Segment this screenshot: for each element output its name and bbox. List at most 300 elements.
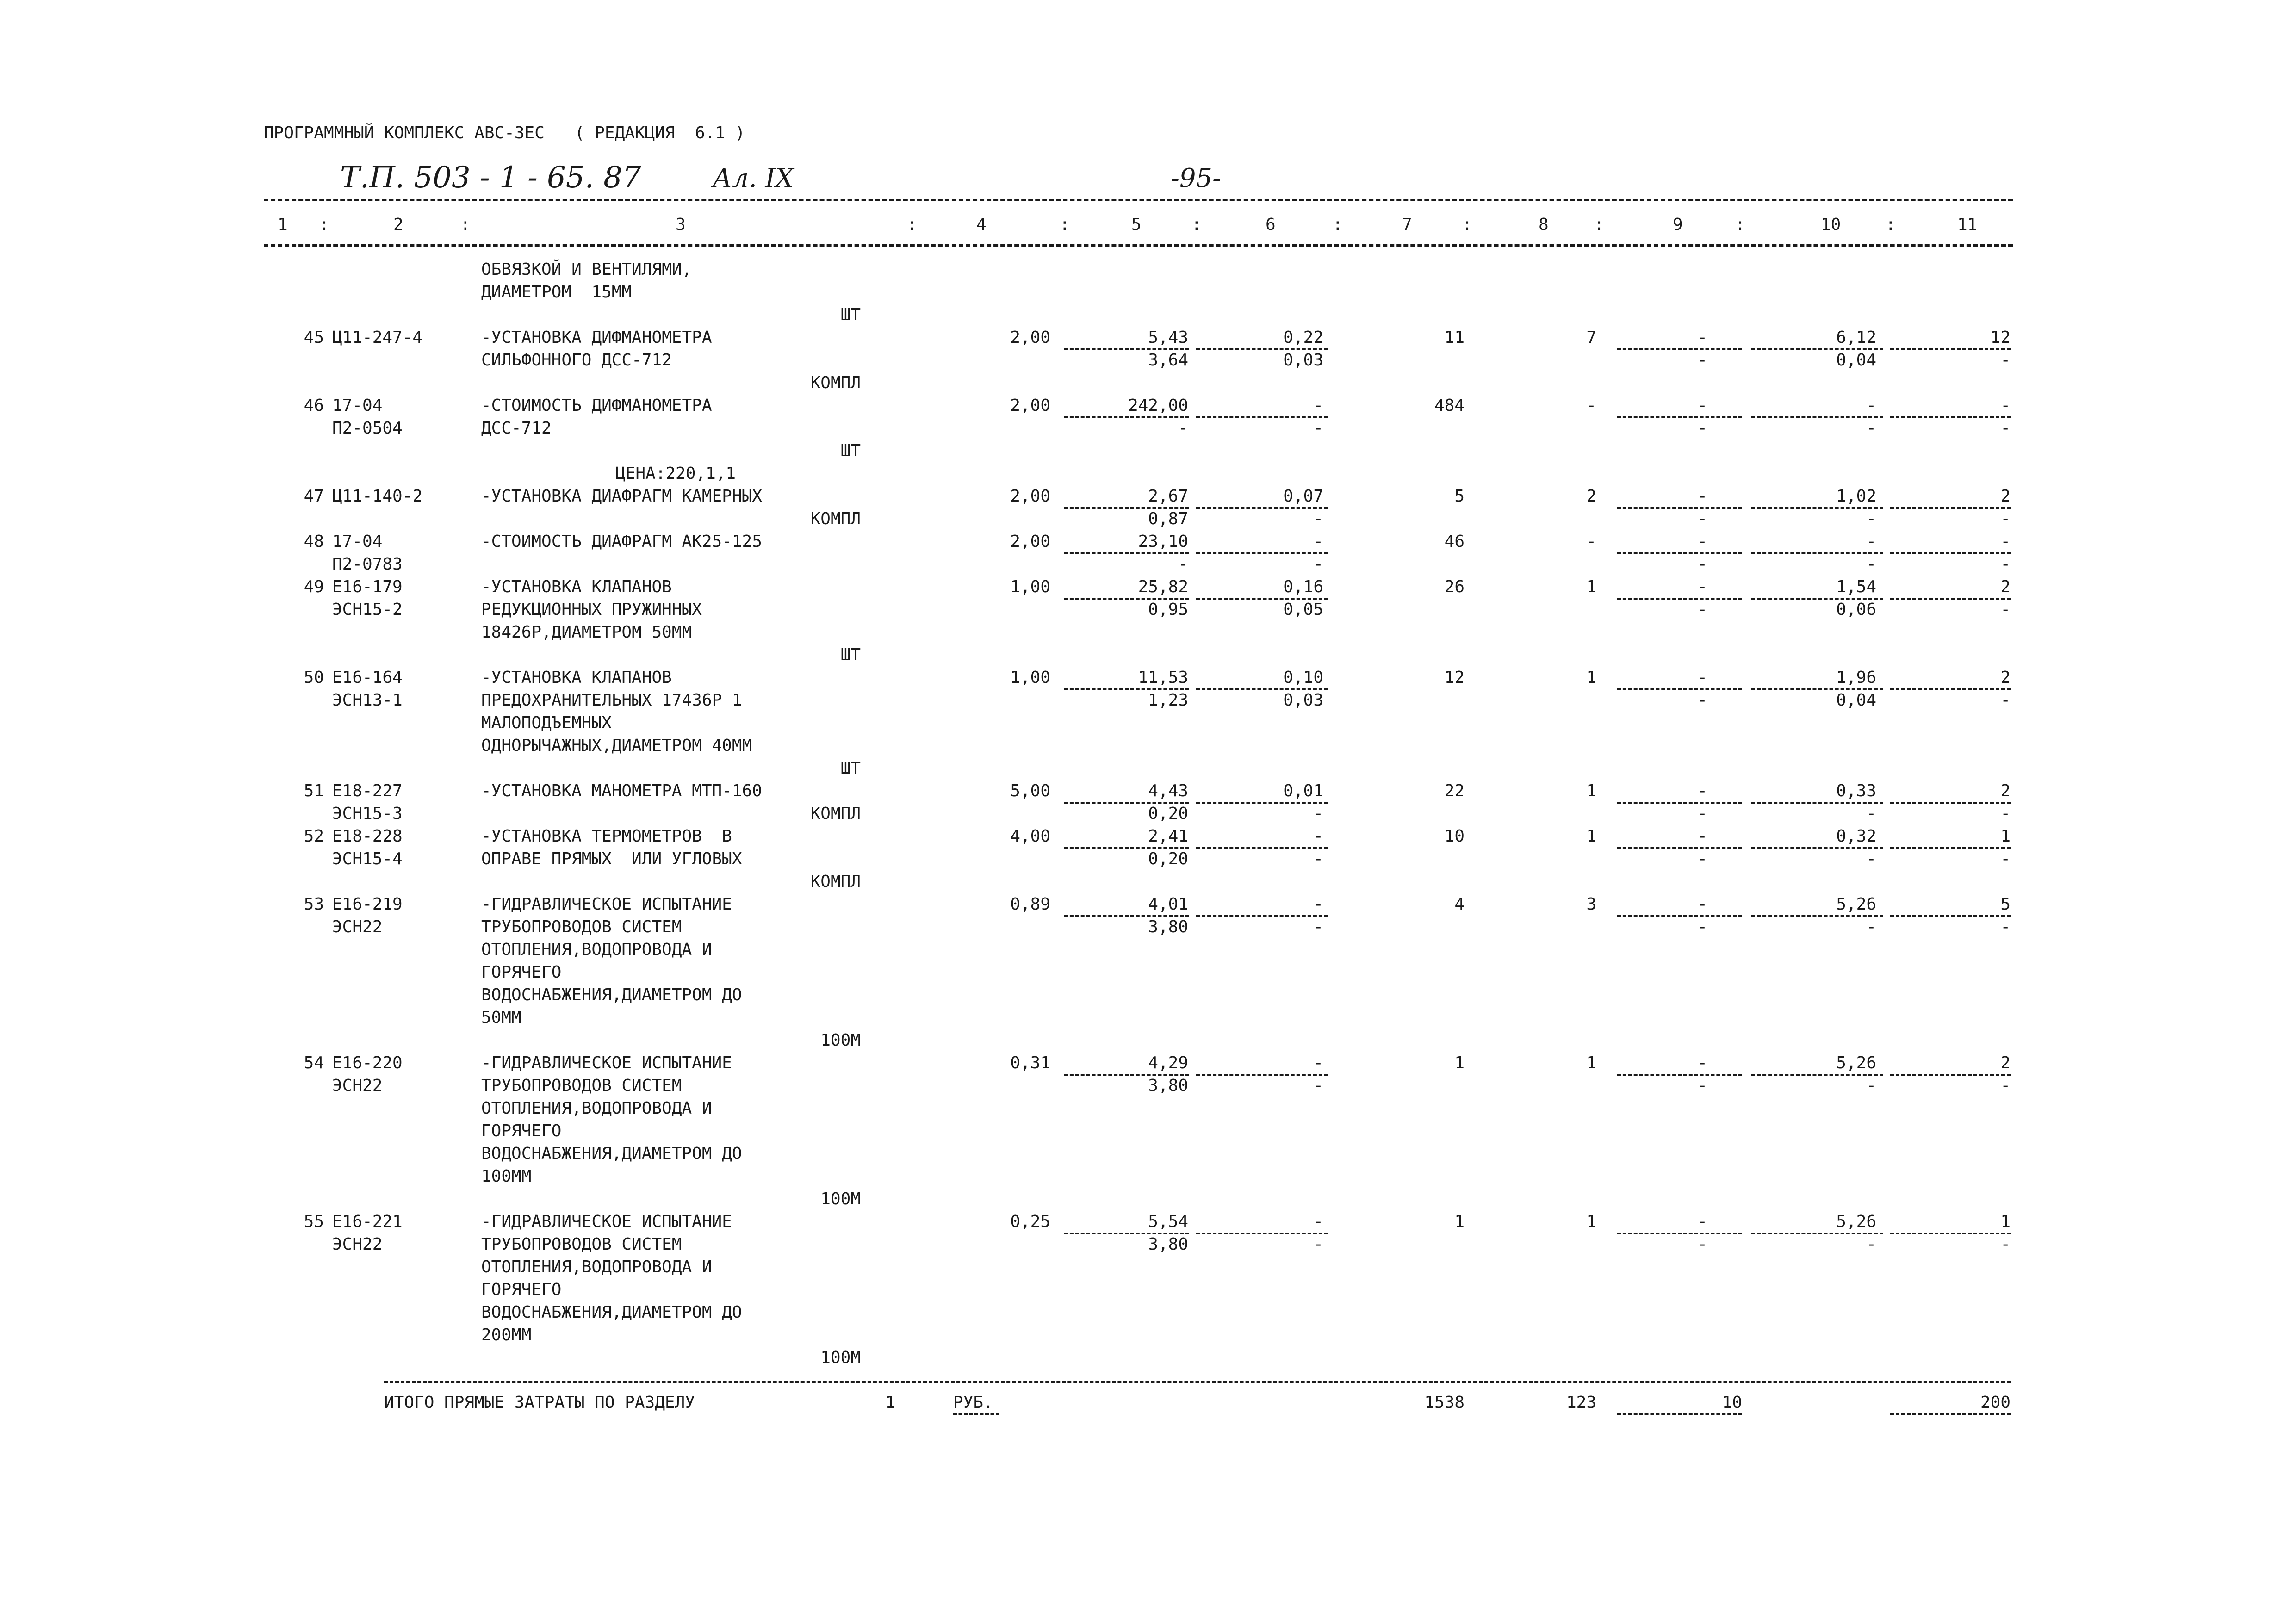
row-col11-2: -: [2000, 917, 2011, 936]
row-code: Е18-227: [332, 781, 403, 800]
row-unit-price-2: 3,80: [1148, 1076, 1188, 1095]
row-col9: -: [1697, 781, 1707, 800]
row-subrule: [1064, 348, 1189, 350]
row-description-line: 100ММ: [481, 1167, 532, 1186]
row-col11-2: -: [2000, 555, 2011, 574]
row-subrule: [1890, 847, 2011, 849]
row-description-line: -УСТАНОВКА ТЕРМОМЕТРОВ В: [481, 827, 732, 846]
row-subrule: [1064, 507, 1189, 509]
row-number: 46: [304, 396, 324, 415]
row-description-line: ОПРАВЕ ПРЯМЫХ ИЛИ УГЛОВЫХ: [481, 849, 742, 868]
row-col10: 1,02: [1836, 487, 1876, 506]
row-subrule: [1751, 1233, 1883, 1234]
row-col6: -: [1313, 1053, 1323, 1072]
row-description-line: ОДНОРЫЧАЖНЫХ,ДИАМЕТРОМ 40ММ: [481, 736, 752, 755]
row-description-line: ГОРЯЧЕГО: [481, 1280, 562, 1299]
row-col11: 1: [2000, 827, 2011, 846]
row-col10: 5,26: [1836, 895, 1876, 914]
row-unit-price: 242,00: [1128, 396, 1188, 415]
row-description-line: ПРЕДОХРАНИТЕЛЬНЫХ 17436Р 1: [481, 691, 742, 710]
row-col11-2: -: [2000, 419, 2011, 438]
column-separator: :: [319, 215, 329, 234]
row-col6-2: -: [1313, 509, 1323, 528]
row-quantity: 2,00: [1010, 396, 1050, 415]
row-description-line: -ГИДРАВЛИЧЕСКОЕ ИСПЫТАНИЕ: [481, 1212, 732, 1231]
row-subrule: [1196, 348, 1328, 350]
row-subrule: [1196, 847, 1328, 849]
row-code: Е18-228: [332, 827, 403, 846]
row-subrule: [1751, 688, 1883, 690]
row-description-line: -СТОИМОСТЬ ДИАФРАГМ АК25-125: [481, 532, 762, 551]
row-col9-2: -: [1697, 555, 1707, 574]
row-col11: 12: [1990, 328, 2011, 347]
row-code: П2-0504: [332, 419, 403, 438]
row-col10: 5,26: [1836, 1212, 1876, 1231]
row-total: 4: [1454, 895, 1464, 914]
row-description-line: ВОДОСНАБЖЕНИЯ,ДИАМЕТРОМ ДО: [481, 1303, 742, 1322]
row-unit-price: 11,53: [1138, 668, 1188, 687]
row-unit: 100М: [820, 1348, 861, 1367]
row-subrule: [1617, 688, 1742, 690]
row-col8: 1: [1586, 827, 1596, 846]
row-total: 22: [1444, 781, 1464, 800]
row-code: 17-04: [332, 396, 383, 415]
row-subrule: [1196, 1233, 1328, 1234]
row-col9: -: [1697, 827, 1707, 846]
row-col10-2: 0,06: [1836, 600, 1876, 619]
row-col11: 1: [2000, 1212, 2011, 1231]
row-total: 26: [1444, 577, 1464, 596]
row-total: 46: [1444, 532, 1464, 551]
row-quantity: 0,25: [1010, 1212, 1050, 1231]
row-col10-2: -: [1866, 804, 1876, 823]
row-quantity: 1,00: [1010, 668, 1050, 687]
row-subrule: [1890, 802, 2011, 804]
row-col9-2: -: [1697, 1235, 1707, 1254]
row-number: 55: [304, 1212, 324, 1231]
row-subrule: [1890, 507, 2011, 509]
row-unit-price: 2,67: [1148, 487, 1188, 506]
column-number-7: 7: [1402, 215, 1412, 234]
row-subrule: [1751, 847, 1883, 849]
row-subrule: [1751, 1074, 1883, 1076]
row-number: 48: [304, 532, 324, 551]
sheet-label: Ал. IX: [713, 163, 794, 193]
row-subrule: [1751, 915, 1883, 917]
row-subrule: [1751, 348, 1883, 350]
row-subrule: [1751, 416, 1883, 418]
row-quantity: 2,00: [1010, 487, 1050, 506]
row-col9-2: -: [1697, 509, 1707, 528]
row-subrule: [1617, 802, 1742, 804]
row-unit-price: 25,82: [1138, 577, 1188, 596]
row-price-note: ЦЕНА:220,1,1: [615, 464, 736, 483]
row-col9-2: -: [1697, 691, 1707, 710]
row-col9-2: -: [1697, 1076, 1707, 1095]
row-col10-2: -: [1866, 509, 1876, 528]
row-col11-2: -: [2000, 600, 2011, 619]
row-col11: 2: [2000, 1053, 2011, 1072]
column-number-1: 1: [278, 215, 288, 234]
row-code: ЭСН22: [332, 1235, 383, 1254]
row-description-line: -УСТАНОВКА КЛАПАНОВ: [481, 668, 672, 687]
row-col10: 5,26: [1836, 1053, 1876, 1072]
row-col6-2: -: [1313, 849, 1323, 868]
column-separator: :: [1735, 215, 1745, 234]
row-subrule: [1196, 552, 1328, 554]
total-col8: 123: [1566, 1393, 1596, 1412]
row-unit: КОМПЛ: [810, 509, 861, 528]
row-unit-price-2: 0,20: [1148, 849, 1188, 868]
row-number: 47: [304, 487, 324, 506]
row-quantity: 4,00: [1010, 827, 1050, 846]
total-subrule: [1890, 1413, 2011, 1415]
row-subrule: [1890, 1233, 2011, 1234]
column-number-2: 2: [393, 215, 403, 234]
row-col9-2: -: [1697, 600, 1707, 619]
row-subrule: [1890, 598, 2011, 600]
row-code: П2-0783: [332, 555, 403, 574]
row-col11-2: -: [2000, 804, 2011, 823]
row-subrule: [1751, 802, 1883, 804]
row-code: ЭСН13-1: [332, 691, 403, 710]
row-description-line: -УСТАНОВКА ДИАФРАГМ КАМЕРНЫХ: [481, 487, 762, 506]
row-unit-price: 23,10: [1138, 532, 1188, 551]
row-unit: КОМПЛ: [810, 373, 861, 392]
row-description-line: ВОДОСНАБЖЕНИЯ,ДИАМЕТРОМ ДО: [481, 985, 742, 1004]
row-unit-price: 4,43: [1148, 781, 1188, 800]
row-subrule: [1064, 1074, 1189, 1076]
row-subrule: [1751, 552, 1883, 554]
row-col9-2: -: [1697, 804, 1707, 823]
row-description-line: ГОРЯЧЕГО: [481, 1121, 562, 1140]
row-col8: 1: [1586, 1212, 1596, 1231]
row-description-line: ОТОПЛЕНИЯ,ВОДОПРОВОДА И: [481, 1258, 712, 1276]
row-col6-2: -: [1313, 555, 1323, 574]
total-currency: РУБ.: [953, 1393, 993, 1412]
row-col6: -: [1313, 1212, 1323, 1231]
row-code: Ц11-247-4: [332, 328, 423, 347]
row-subrule: [1617, 1074, 1742, 1076]
row-col11-2: -: [2000, 351, 2011, 370]
column-number-11: 11: [1957, 215, 1978, 234]
row-subrule: [1196, 688, 1328, 690]
row-description-line: ВОДОСНАБЖЕНИЯ,ДИАМЕТРОМ ДО: [481, 1144, 742, 1163]
row-subrule: [1890, 552, 2011, 554]
row-col6-2: -: [1313, 419, 1323, 438]
row-unit: КОМПЛ: [810, 804, 861, 823]
row-col9-2: -: [1697, 849, 1707, 868]
row-col10-2: -: [1866, 1235, 1876, 1254]
row-subrule: [1890, 416, 2011, 418]
row-col6-2: 0,05: [1283, 600, 1323, 619]
row-col6: 0,10: [1283, 668, 1323, 687]
row-col10-2: -: [1866, 555, 1876, 574]
row-number: 45: [304, 328, 324, 347]
row-number: 49: [304, 577, 324, 596]
row-subrule: [1196, 416, 1328, 418]
row-unit-price-2: 0,95: [1148, 600, 1188, 619]
row-col8: 1: [1586, 1053, 1596, 1072]
total-col7: 1538: [1424, 1393, 1464, 1412]
row-unit-price: 2,41: [1148, 827, 1188, 846]
row-subrule: [1617, 416, 1742, 418]
lead-unit: ШТ: [840, 305, 861, 324]
row-number: 50: [304, 668, 324, 687]
row-description-line: ОТОПЛЕНИЯ,ВОДОПРОВОДА И: [481, 940, 712, 959]
row-col6-2: -: [1313, 804, 1323, 823]
row-unit-price-2: 3,80: [1148, 917, 1188, 936]
row-description-line: ТРУБОПРОВОДОВ СИСТЕМ: [481, 1235, 682, 1254]
row-col9: -: [1697, 577, 1707, 596]
row-col9: -: [1697, 532, 1707, 551]
row-code: Ц11-140-2: [332, 487, 423, 506]
row-col6-2: -: [1313, 1076, 1323, 1095]
row-description-line: ДСС-712: [481, 419, 552, 438]
row-unit-price: 5,43: [1148, 328, 1188, 347]
row-col10: 6,12: [1836, 328, 1876, 347]
row-col6: 0,22: [1283, 328, 1323, 347]
row-subrule: [1064, 688, 1189, 690]
row-col9: -: [1697, 396, 1707, 415]
row-number: 53: [304, 895, 324, 914]
row-col10: 1,96: [1836, 668, 1876, 687]
row-col6-2: 0,03: [1283, 691, 1323, 710]
row-unit-price-2: 3,80: [1148, 1235, 1188, 1254]
row-col9-2: -: [1697, 917, 1707, 936]
row-unit: ШТ: [840, 645, 861, 664]
total-rule: [384, 1381, 2011, 1383]
row-col6: 0,01: [1283, 781, 1323, 800]
row-quantity: 2,00: [1010, 532, 1050, 551]
row-col6: 0,07: [1283, 487, 1323, 506]
column-separator: :: [460, 215, 471, 234]
total-subrule: [1617, 1413, 1742, 1415]
row-description-line: ОТОПЛЕНИЯ,ВОДОПРОВОДА И: [481, 1099, 712, 1118]
row-col9-2: -: [1697, 419, 1707, 438]
row-subrule: [1064, 915, 1189, 917]
row-unit: ШТ: [840, 441, 861, 460]
row-unit-price-2: -: [1178, 555, 1188, 574]
column-number-8: 8: [1539, 215, 1549, 234]
row-description-line: 200ММ: [481, 1326, 532, 1344]
row-col6-2: -: [1313, 917, 1323, 936]
row-description-line: МАЛОПОДЪЕМНЫХ: [481, 713, 612, 732]
program-header: ПРОГРАММНЫЙ КОМПЛЕКС АВС-3ЕС ( РЕДАКЦИЯ 6.1 ): [264, 124, 745, 142]
row-subrule: [1890, 348, 2011, 350]
row-subrule: [1617, 552, 1742, 554]
column-number-5: 5: [1131, 215, 1142, 234]
row-quantity: 1,00: [1010, 577, 1050, 596]
row-code: ЭСН15-2: [332, 600, 403, 619]
column-number-10: 10: [1821, 215, 1841, 234]
column-separator: :: [1333, 215, 1343, 234]
row-col8: 1: [1586, 668, 1596, 687]
row-code: 17-04: [332, 532, 383, 551]
row-col10: -: [1866, 396, 1876, 415]
row-subrule: [1751, 598, 1883, 600]
row-col6: -: [1313, 827, 1323, 846]
row-col8: 1: [1586, 781, 1596, 800]
row-total: 1: [1454, 1053, 1464, 1072]
row-col8: -: [1586, 396, 1596, 415]
row-description-line: -СТОИМОСТЬ ДИФМАНОМЕТРА: [481, 396, 712, 415]
row-col9: -: [1697, 668, 1707, 687]
row-col11-2: -: [2000, 849, 2011, 868]
row-total: 1: [1454, 1212, 1464, 1231]
row-code: ЭСН22: [332, 1076, 383, 1095]
row-col8: 3: [1586, 895, 1596, 914]
row-description-line: -УСТАНОВКА МАНОМЕТРА МТП-160: [481, 781, 762, 800]
row-description-line: ТРУБОПРОВОДОВ СИСТЕМ: [481, 1076, 682, 1095]
row-col10-2: 0,04: [1836, 691, 1876, 710]
row-col10-2: -: [1866, 419, 1876, 438]
column-number-4: 4: [976, 215, 987, 234]
row-total: 11: [1444, 328, 1464, 347]
row-subrule: [1890, 1074, 2011, 1076]
row-col10-2: 0,04: [1836, 351, 1876, 370]
column-separator: :: [1462, 215, 1472, 234]
row-unit: 100М: [820, 1189, 861, 1208]
page-number: -95-: [1171, 163, 1222, 193]
row-subrule: [1064, 552, 1189, 554]
row-col9: -: [1697, 1053, 1707, 1072]
row-col11: 2: [2000, 577, 2011, 596]
project-code: Т.П. 503 - 1 - 65. 87: [340, 161, 641, 195]
row-subrule: [1890, 915, 2011, 917]
row-quantity: 5,00: [1010, 781, 1050, 800]
row-quantity: 0,89: [1010, 895, 1050, 914]
total-subrule: [953, 1413, 999, 1415]
row-col6: 0,16: [1283, 577, 1323, 596]
row-col8: 1: [1586, 577, 1596, 596]
row-col8: -: [1586, 532, 1596, 551]
row-unit-price-2: 3,64: [1148, 351, 1188, 370]
row-subrule: [1617, 598, 1742, 600]
column-number-9: 9: [1673, 215, 1683, 234]
row-description-line: РЕДУКЦИОННЫХ ПРУЖИННЫХ: [481, 600, 702, 619]
row-total: 12: [1444, 668, 1464, 687]
row-col11: 5: [2000, 895, 2011, 914]
row-col10-2: -: [1866, 849, 1876, 868]
row-col10: 0,32: [1836, 827, 1876, 846]
row-col11: 2: [2000, 668, 2011, 687]
row-subrule: [1751, 507, 1883, 509]
row-col10: 0,33: [1836, 781, 1876, 800]
lead-text-line: ОБВЯЗКОЙ И ВЕНТИЛЯМИ,: [481, 260, 692, 279]
row-col11: 2: [2000, 487, 2011, 506]
column-separator: :: [1594, 215, 1604, 234]
row-description-line: -ГИДРАВЛИЧЕСКОЕ ИСПЫТАНИЕ: [481, 1053, 732, 1072]
column-number-6: 6: [1266, 215, 1276, 234]
row-subrule: [1617, 1233, 1742, 1234]
row-col9: -: [1697, 895, 1707, 914]
header-rule-top: [264, 199, 2013, 201]
row-subrule: [1617, 348, 1742, 350]
row-col8: 2: [1586, 487, 1596, 506]
row-description-line: -УСТАНОВКА ДИФМАНОМЕТРА: [481, 328, 712, 347]
row-total: 5: [1454, 487, 1464, 506]
column-separator: :: [907, 215, 917, 234]
row-col9: -: [1697, 487, 1707, 506]
row-col11-2: -: [2000, 509, 2011, 528]
row-total: 10: [1444, 827, 1464, 846]
row-col11-2: -: [2000, 691, 2011, 710]
row-unit-price-2: -: [1178, 419, 1188, 438]
row-description-line: СИЛЬФОННОГО ДСС-712: [481, 351, 672, 370]
row-col6: -: [1313, 895, 1323, 914]
row-col6: -: [1313, 532, 1323, 551]
total-col9: 10: [1722, 1393, 1742, 1412]
row-col11-2: -: [2000, 1076, 2011, 1095]
row-unit-price-2: 1,23: [1148, 691, 1188, 710]
row-description-line: 50ММ: [481, 1008, 521, 1027]
total-col11: 200: [1980, 1393, 2011, 1412]
row-code: Е16-221: [332, 1212, 403, 1231]
row-col10-2: -: [1866, 917, 1876, 936]
row-col10-2: -: [1866, 1076, 1876, 1095]
row-subrule: [1196, 507, 1328, 509]
row-code: ЭСН22: [332, 917, 383, 936]
row-col8: 7: [1586, 328, 1596, 347]
row-code: ЭСН15-4: [332, 849, 403, 868]
row-code: Е16-220: [332, 1053, 403, 1072]
row-unit: КОМПЛ: [810, 872, 861, 891]
row-description-line: ГОРЯЧЕГО: [481, 963, 562, 982]
total-label: ИТОГО ПРЯМЫЕ ЗАТРАТЫ ПО РАЗДЕЛУ: [384, 1393, 695, 1412]
row-description-line: -УСТАНОВКА КЛАПАНОВ: [481, 577, 672, 596]
row-subrule: [1064, 1233, 1189, 1234]
column-separator: :: [1060, 215, 1070, 234]
row-quantity: 2,00: [1010, 328, 1050, 347]
header-rule-bottom: [264, 244, 2013, 247]
row-code: ЭСН15-3: [332, 804, 403, 823]
row-col11: 2: [2000, 781, 2011, 800]
row-description-line: 18426Р,ДИАМЕТРОМ 50ММ: [481, 623, 692, 642]
row-col11: -: [2000, 532, 2011, 551]
row-col6-2: -: [1313, 1235, 1323, 1254]
row-col9-2: -: [1697, 351, 1707, 370]
row-unit: ШТ: [840, 759, 861, 778]
row-code: Е16-179: [332, 577, 403, 596]
row-unit-price-2: 0,87: [1148, 509, 1188, 528]
row-subrule: [1617, 847, 1742, 849]
row-code: Е16-164: [332, 668, 403, 687]
row-col11-2: -: [2000, 1235, 2011, 1254]
row-col9: -: [1697, 1212, 1707, 1231]
row-subrule: [1196, 1074, 1328, 1076]
row-subrule: [1064, 416, 1189, 418]
row-col6: -: [1313, 396, 1323, 415]
row-col9: -: [1697, 328, 1707, 347]
row-col10: 1,54: [1836, 577, 1876, 596]
row-subrule: [1617, 915, 1742, 917]
column-separator: :: [1886, 215, 1896, 234]
row-subrule: [1064, 847, 1189, 849]
row-subrule: [1196, 915, 1328, 917]
column-number-3: 3: [676, 215, 686, 234]
row-number: 51: [304, 781, 324, 800]
row-unit-price: 5,54: [1148, 1212, 1188, 1231]
row-unit-price: 4,29: [1148, 1053, 1188, 1072]
row-subrule: [1196, 802, 1328, 804]
row-col11: -: [2000, 396, 2011, 415]
row-subrule: [1064, 598, 1189, 600]
row-col6-2: 0,03: [1283, 351, 1323, 370]
total-section: 1: [885, 1393, 895, 1412]
lead-text-line: ДИАМЕТРОМ 15ММ: [481, 283, 632, 302]
row-subrule: [1617, 507, 1742, 509]
